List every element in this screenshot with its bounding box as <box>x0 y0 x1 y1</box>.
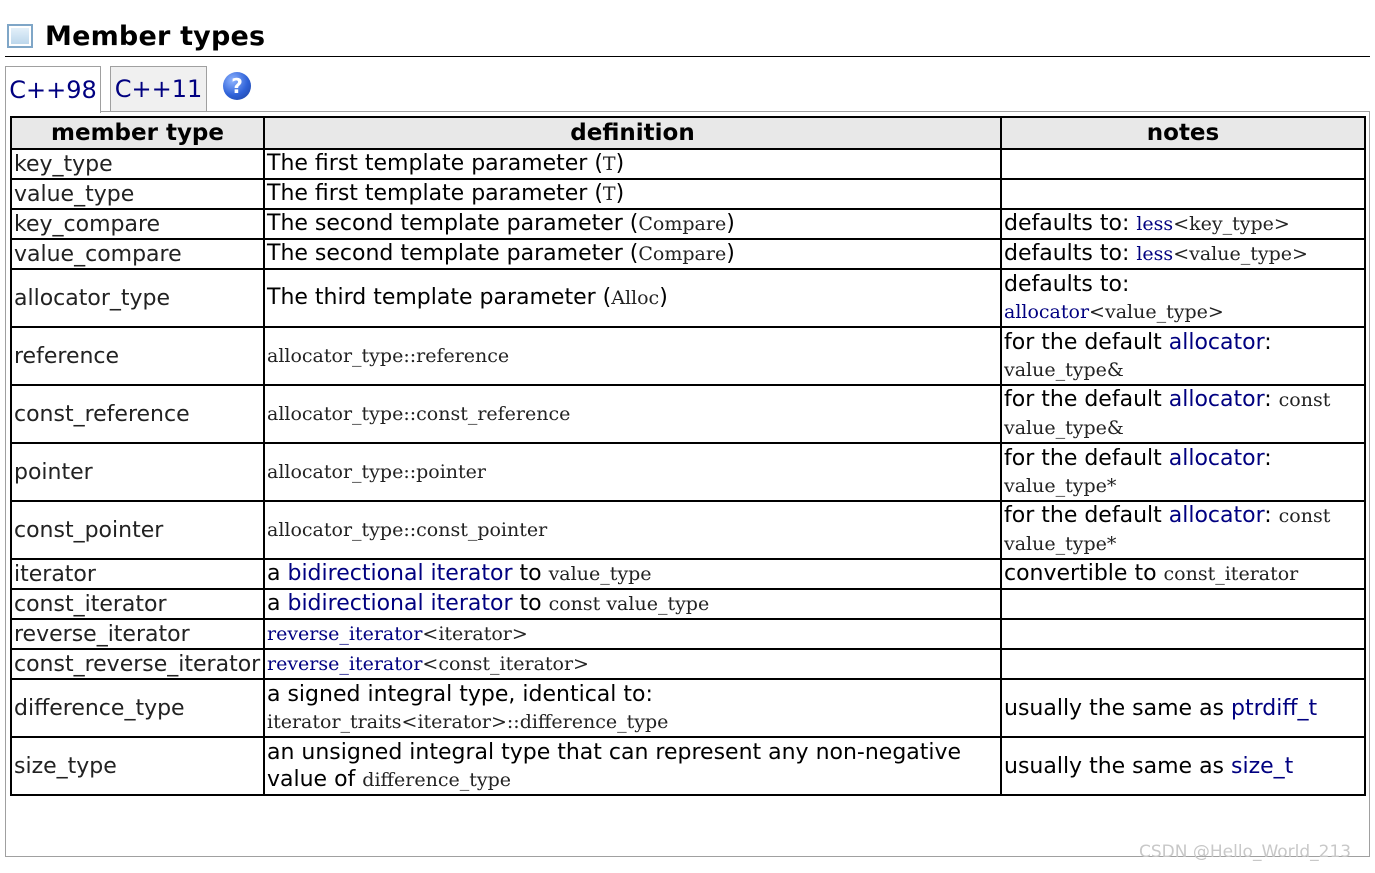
reverse-iterator-link[interactable]: reverse_iterator <box>267 623 423 645</box>
notes-cell <box>1001 239 1365 269</box>
notes-code: <key_type> <box>1173 213 1290 235</box>
table-row <box>11 589 1365 619</box>
member-type-cell: key_type <box>11 149 264 179</box>
notes-cell <box>1001 559 1365 589</box>
definition-cell <box>264 269 1001 327</box>
notes-cell <box>1001 179 1365 209</box>
definition-code: T <box>602 153 616 175</box>
ptrdiff-t-link[interactable]: ptrdiff_t <box>1231 695 1318 721</box>
definition-text-end: ) <box>615 181 625 206</box>
notes-text: : <box>1264 503 1279 528</box>
section-title: Member types <box>45 21 266 52</box>
header-definition: definition <box>264 117 1001 149</box>
member-type-cell: const_reverse_iterator <box>11 649 264 679</box>
notes-cell <box>1001 589 1365 619</box>
notes-text: : <box>1264 329 1272 355</box>
definition-code: <const_iterator> <box>422 653 589 675</box>
table-row <box>11 149 1365 179</box>
notes-text: : <box>1264 445 1272 471</box>
definition-cell <box>264 559 1001 589</box>
definition-code: difference_type <box>362 768 512 791</box>
definition-code: allocator_type::const_reference <box>267 403 571 425</box>
definition-text-end: ) <box>726 211 735 236</box>
definition-code: <iterator> <box>422 623 528 645</box>
definition-code: Alloc <box>611 287 660 309</box>
definition-text: The second template parameter ( <box>267 241 639 266</box>
member-type-cell: const_iterator <box>11 589 264 619</box>
notes-code: <value_type> <box>1089 300 1224 323</box>
notes-link[interactable]: allocator <box>1004 300 1090 323</box>
definition-cell <box>264 501 1001 559</box>
definition-code: iterator_traits<iterator>::difference_type <box>267 710 669 733</box>
notes-code: const_iterator <box>1163 563 1299 585</box>
notes-text: usually the same as <box>1004 753 1232 779</box>
definition-text: a signed integral type, identical to: <box>267 681 653 707</box>
notes-text: for the default <box>1004 445 1169 471</box>
definition-cell <box>264 179 1001 209</box>
definition-text: a <box>267 561 288 586</box>
table-row <box>11 649 1365 679</box>
help-icon[interactable]: ? <box>223 72 251 100</box>
notes-text: convertible to <box>1004 561 1164 586</box>
notes-code: <value_type> <box>1173 243 1308 265</box>
table-row <box>11 209 1365 239</box>
notes-cell <box>1001 269 1365 327</box>
notes-text: defaults to: <box>1004 271 1130 297</box>
section-icon <box>7 24 33 48</box>
notes-code: value_type& <box>1004 358 1124 381</box>
definition-code: T <box>602 183 616 205</box>
table-row <box>11 501 1365 559</box>
size-t-link[interactable]: size_t <box>1231 753 1294 779</box>
allocator-link[interactable]: allocator <box>1168 445 1265 471</box>
notes-cell <box>1001 649 1365 679</box>
definition-cell <box>264 649 1001 679</box>
notes-text: usually the same as <box>1004 695 1232 721</box>
allocator-link[interactable]: allocator <box>1168 329 1265 355</box>
notes-cell <box>1001 385 1365 443</box>
definition-cell <box>264 239 1001 269</box>
definition-cell <box>264 209 1001 239</box>
notes-text: defaults to: <box>1004 241 1137 266</box>
notes-text: for the default <box>1004 387 1169 412</box>
member-type-cell: reference <box>11 327 264 385</box>
notes-text: for the default <box>1004 329 1169 355</box>
definition-text: an unsigned integral type that can represent any non-negative value of <box>267 739 962 792</box>
notes-cell <box>1001 737 1365 795</box>
notes-text: defaults to: <box>1004 211 1137 236</box>
notes-cell <box>1001 443 1365 501</box>
definition-cell <box>264 149 1001 179</box>
notes-text: for the default <box>1004 503 1169 528</box>
definition-text-end: ) <box>615 151 625 176</box>
definition-cell <box>264 619 1001 649</box>
notes-cell <box>1001 619 1365 649</box>
definition-cell <box>264 385 1001 443</box>
notes-code: const value_type& <box>1004 389 1331 439</box>
definition-code: Compare <box>638 243 727 265</box>
definition-text: to <box>512 561 549 586</box>
member-types-table <box>10 116 1366 796</box>
definition-text: to <box>512 591 549 616</box>
table-row <box>11 619 1365 649</box>
member-type-cell: size_type <box>11 737 264 795</box>
notes-cell <box>1001 209 1365 239</box>
table-row <box>11 179 1365 209</box>
definition-text: a <box>267 591 288 616</box>
member-type-cell: difference_type <box>11 679 264 737</box>
notes-link[interactable]: less <box>1136 243 1174 265</box>
member-type-cell: pointer <box>11 443 264 501</box>
member-type-cell: value_compare <box>11 239 264 269</box>
notes-cell <box>1001 679 1365 737</box>
table-row <box>11 269 1365 327</box>
notes-text: : <box>1264 387 1279 412</box>
member-type-cell: reverse_iterator <box>11 619 264 649</box>
section-header <box>5 20 1370 57</box>
watermark: CSDN @Hello_World_213 <box>1139 842 1352 862</box>
definition-text: The first template parameter ( <box>267 151 603 176</box>
definition-cell <box>264 737 1001 795</box>
definition-text: The second template parameter ( <box>267 211 639 236</box>
header-member-type: member type <box>11 117 264 149</box>
table-row <box>11 443 1365 501</box>
member-type-cell: const_reference <box>11 385 264 443</box>
member-type-cell: value_type <box>11 179 264 209</box>
member-type-cell: key_compare <box>11 209 264 239</box>
table-row <box>11 559 1365 589</box>
definition-cell <box>264 589 1001 619</box>
notes-cell <box>1001 327 1365 385</box>
notes-link[interactable]: less <box>1136 213 1174 235</box>
notes-code: value_type* <box>1004 474 1117 497</box>
definition-code: allocator_type::const_pointer <box>267 519 548 541</box>
definition-code: Compare <box>638 213 727 235</box>
bidirectional-iterator-link[interactable]: bidirectional iterator <box>287 561 513 586</box>
allocator-link[interactable]: allocator <box>1168 503 1265 528</box>
definition-cell <box>264 327 1001 385</box>
member-type-cell: iterator <box>11 559 264 589</box>
tab-cpp98[interactable]: C++98 <box>5 66 101 113</box>
bidirectional-iterator-link[interactable]: bidirectional iterator <box>287 591 513 616</box>
notes-cell <box>1001 149 1365 179</box>
definition-code: allocator_type::reference <box>267 345 510 367</box>
member-type-cell: allocator_type <box>11 269 264 327</box>
definition-text: The first template parameter ( <box>267 181 603 206</box>
table-row <box>11 385 1365 443</box>
definition-code: allocator_type::pointer <box>267 461 487 483</box>
allocator-link[interactable]: allocator <box>1168 387 1265 412</box>
definition-code: const value_type <box>548 593 710 615</box>
definition-text: The third template parameter ( <box>267 285 612 310</box>
definition-cell <box>264 679 1001 737</box>
header-notes: notes <box>1001 117 1365 149</box>
definition-code: value_type <box>548 563 652 585</box>
table-row <box>11 239 1365 269</box>
table-row <box>11 679 1365 737</box>
definition-text-end: ) <box>659 285 668 310</box>
table-row <box>11 737 1365 795</box>
member-type-cell: const_pointer <box>11 501 264 559</box>
notes-cell <box>1001 501 1365 559</box>
definition-text-end: ) <box>726 241 735 266</box>
table-header-row <box>11 117 1365 149</box>
notes-code: const value_type* <box>1004 505 1331 555</box>
table-row <box>11 327 1365 385</box>
definition-cell <box>264 443 1001 501</box>
tab-cpp11[interactable]: C++11 <box>110 66 207 111</box>
reverse-iterator-link[interactable]: reverse_iterator <box>267 653 423 675</box>
